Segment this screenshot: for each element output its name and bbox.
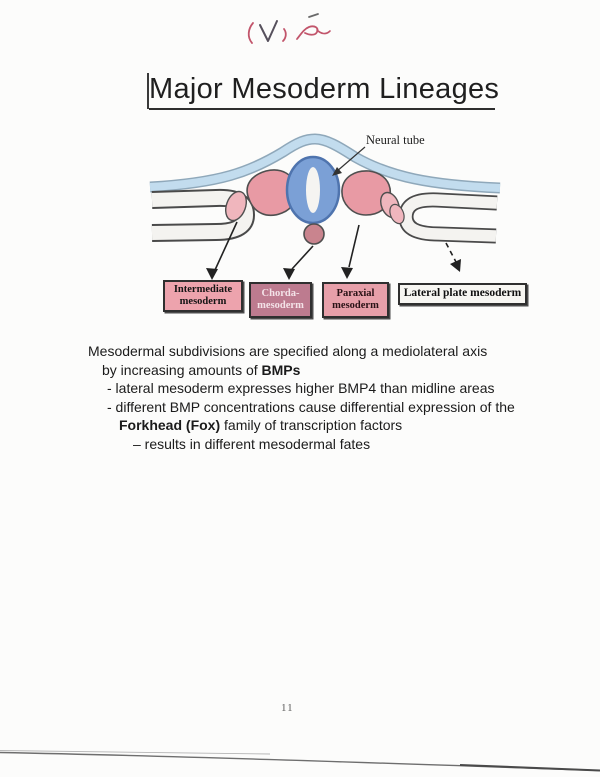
lineage-box-2 [249, 282, 312, 318]
arrow-to-paraxial [341, 225, 359, 279]
body-line-4: - different BMP concentrations cause differential expression of the [107, 398, 515, 415]
neural-tube-label: Neural tube [366, 133, 425, 147]
page-number: 11 [281, 702, 294, 714]
notochord [304, 224, 324, 244]
lineage-box-1-line2: mesoderm [179, 296, 227, 307]
lateral-plate-right [406, 200, 497, 236]
lineage-box-1-line1: Intermediate [173, 283, 233, 295]
lineage-box-3-line1: Paraxial [336, 287, 375, 299]
body-text [88, 342, 558, 453]
neural-tube [287, 157, 339, 223]
lineage-box-1 [163, 280, 243, 312]
body-line-2-text: by increasing amounts of [102, 361, 262, 378]
lineage-box-2-line1: Chorda- [261, 287, 300, 299]
body-line-5-bold: Forkhead (Fox) [119, 417, 221, 433]
page-title: Major Mesoderm Lineages [149, 72, 495, 110]
body-line-2-bold: BMPs [261, 361, 301, 378]
lineage-box-2-line2: mesoderm [257, 300, 304, 311]
body-line-6: – results in different mesodermal fates [133, 435, 371, 452]
lineage-box-3-line2: mesoderm [332, 300, 379, 311]
body-line-1: Mesodermal subdivisions are specified along a mediolateral axis [88, 343, 488, 359]
arrow-to-chorda [283, 246, 313, 280]
lineage-box-3 [322, 282, 389, 318]
handwritten-annotation-icon [249, 14, 330, 43]
body-line-5 [119, 416, 558, 435]
lineage-box-4 [398, 283, 527, 305]
scan-artifact-line [0, 751, 600, 771]
body-line-3: - lateral mesoderm expresses higher BMP4 than midline areas [107, 380, 495, 396]
lineage-box-4-line1: Lateral plate mesoderm [403, 287, 522, 300]
body-line-2 [102, 361, 558, 380]
arrow-to-lateral-plate [446, 243, 461, 272]
body-line-5-text: family of transcription factors [220, 417, 403, 433]
